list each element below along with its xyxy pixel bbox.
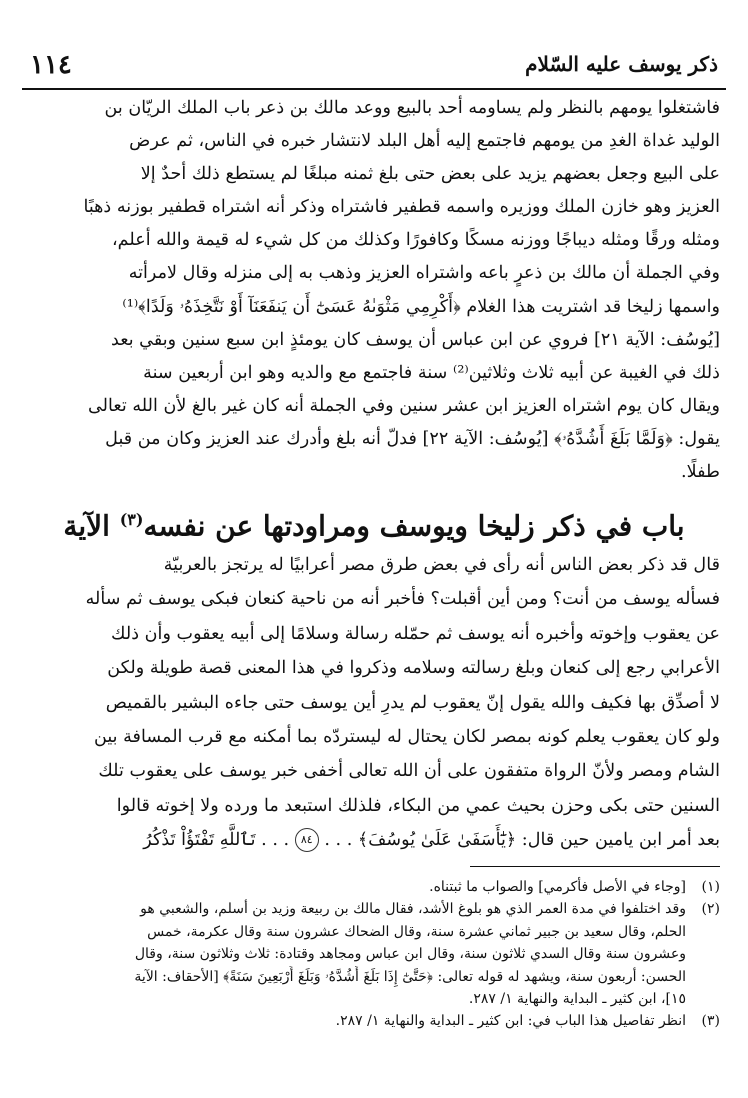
paragraph-1 — [26, 92, 720, 489]
text-line: عن يعقوب وإخوته وأخبره أنه يوسف ثم حمّله رسالة وسلامًا إلى أبيه يعقوب وأن ذلك — [111, 623, 720, 644]
quran-quote: . . . تَٱللَّهِ تَفْتَؤُاْ تَذْكُرُ — [143, 830, 290, 851]
ayah-number-marker: ٨٤ — [295, 828, 319, 852]
text-line: الوليد غداة الغدِ من يومهم فاجتمع إليه أهل البلد لانتشار خبره في الناس، ثم عرض — [129, 131, 720, 152]
footnote-text: [وجاء في الأصل فأكرمي] والصواب ما ثبتناه. — [429, 879, 686, 895]
text-line: [يُوسُف: الآية ٢١] فروي عن ابن عباس أن يوسف كان يومئذٍ ابن سبع سنين وبقي بعد — [110, 329, 720, 350]
footnote-number: (١) — [701, 879, 720, 895]
text-line: الشام ومصر ولأنّ الرواة متفقون على أن الله تعالى أخفى خبر يوسف على يعقوب تلك — [98, 761, 720, 782]
chapter-heading-text: باب في ذكر زليخا ويوسف ومراودتها عن نفسه — [143, 509, 685, 543]
text-line: طفلًا. — [681, 462, 720, 483]
page-number: ١١٤ — [30, 50, 72, 80]
text-line: فسأله يوسف من أنت؟ ومن أين أقبلت؟ فأخبر أنه من ناحية كنعان فبكى يوسف ثم سأله — [85, 589, 720, 610]
text-line: الأعرابي رجع إلى كنعان وبلغ رسالته وسلامه وذكروا في هذا المعنى قصة طويلة ولكن — [107, 658, 720, 679]
footnote-2 — [26, 898, 720, 920]
footnote-2-cont: ١٥]، ابن كثير ـ البداية والنهاية ١/ ٢٨٧. — [468, 990, 686, 1007]
chapter-heading — [26, 495, 722, 545]
heading-footnote-ref: (٣) — [119, 510, 144, 529]
footnote-2-cont: الحسن: أربعون سنة، ويشهد له قوله تعالى: ﴿حَتَّىٰٓ إِذَا بَلَغَ أَشُدَّهُۥ وَبَلَغَ أَرْبَعِينَ سَنَةً﴾ [الأحقاف: الآية — [134, 968, 686, 985]
text-line — [26, 823, 720, 857]
page-header — [22, 50, 726, 90]
footnote-number: (٢) — [701, 901, 720, 918]
text-line: ويقال كان يوم اشتراه العزيز ابن عشر سنين وفي الجملة أنه كان غير بالغ لأن الله تعالى — [88, 395, 720, 416]
text-line: السنين حتى بكى وحزن بحيث عمي من البكاء، فلذلك استبعد ما ورده ولا إخوته قالوا — [116, 795, 720, 816]
text-line: العزيز وهو خازن الملك ووزيره واسمه قطفير فاشتراه وذكر أنه اشتراه قطفير بوزنه ذهبًا — [83, 197, 720, 218]
footnote-text: انظر تفاصيل هذا الباب في: ابن كثير ـ البداية والنهاية ١/ ٢٨٧. — [335, 1013, 686, 1030]
chapter-heading-suffix: الآية — [63, 509, 110, 543]
footnote-text: وقد اختلفوا في مدة العمر الذي هو بلوغ الأشد، فقال مالك بن ربيعة وزيد بن أسلم، والشعبي هو — [140, 901, 686, 918]
text-line: ولو كان يعقوب يعلم كونه بمصر لكان يحتال له ليستردّه بما أمكنه مع قرب المسافة بين — [93, 726, 720, 747]
footnote-number: (٣) — [701, 1013, 720, 1030]
running-title: ذكر يوسف عليه السّلام — [525, 52, 718, 76]
paragraph-2 — [26, 548, 720, 858]
text-line: قال قد ذكر بعض الناس أنه رأى في بعض طرق مصر أعرابيًا له يرتجز بالعربيّة — [163, 555, 720, 575]
footnote-3 — [26, 1010, 720, 1032]
text-line: واسمها زليخا قد اشتريت هذا الغلام ﴿أَكْرِمِي مَثْوَىٰهُ عَسَىٰٓ أَن يَنفَعَنَآ أَوْ نَتَّخِذَهُۥ وَلَدًا﴾⁽¹⁾ — [122, 296, 720, 317]
text-line: ومثله ورقًا ومثله ديباجًا ووزنه مسكًا وكافورًا وكذلك من كل شيء له قيمة والله أعلم، — [111, 230, 720, 251]
text-line: يقول: ﴿وَلَمَّا بَلَغَ أَشُدَّهُۥ﴾ [يُوسُف: الآية ٢٢] فدلّ أنه بلغ وأدرك عند العزيز وكان من قبل — [105, 428, 720, 449]
text-line: على البيع وجعل بعضهم يزيد على بعض حتى بلغ ثمنه مبلغًا لم يستطع ذلك أحدٌ إلا — [140, 164, 720, 185]
text-line: لا أصدِّق بها فكيف والله يقول إنّ يعقوب لم يدرِ أين يوسف حتى جاءه البشير بالقميص — [105, 692, 720, 713]
header-rule — [22, 88, 726, 90]
text-line: فاشتغلوا يومهم بالنظر ولم يساومه أحد بالبيع ووعد مالك بن ذعر باب الملك الريّان بن — [104, 98, 720, 118]
line-start: بعد أمر ابن يامين حين قال: ﴿يَٰٓأَسَفَىٰ عَلَىٰ يُوسُفَ﴾ . . . — [324, 830, 720, 851]
footnote-rule — [470, 866, 720, 867]
footnote-2-cont: الحلم، وقال سعيد بن جبير ثماني عشرة سنة، وقال الضحاك عشرون سنة وقال عكرمة، خمس — [147, 923, 686, 940]
footnote-1 — [26, 876, 720, 898]
text-line: ذلك في الغيبة عن أبيه ثلاث وثلاثين⁽²⁾ سنة فاجتمع مع والديه وهو ابن أربعين سنة — [143, 362, 720, 383]
footnotes — [26, 876, 720, 1033]
footnote-2-cont: وعشرون سنة وقال السدي ثلاثون سنة، وقال ابن عباس ومجاهد وقتادة: ثلاث وثلاثون سنة، وقال — [134, 946, 686, 963]
text-line: وفي الجملة أن مالك بن ذعرٍ باعه واشتراه العزيز وذهب به إلى منزله وقال لامرأته — [128, 263, 720, 284]
